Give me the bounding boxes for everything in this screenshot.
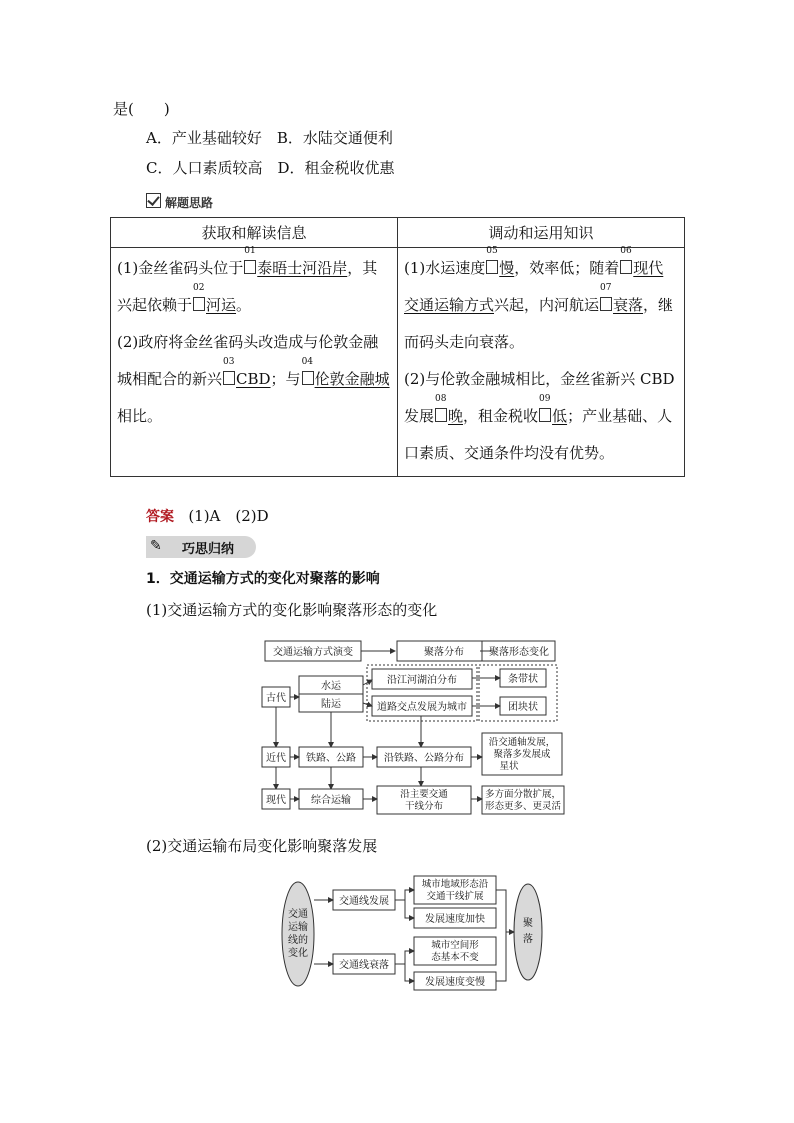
d1-along-river: 沿江河湖泊分布 — [387, 675, 457, 686]
blank-box-icon — [301, 357, 314, 385]
d2-r2: 发展速度加快 — [425, 914, 485, 925]
text-segment: 兴起，内河航运 — [494, 296, 600, 314]
table-cell-right — [398, 248, 685, 477]
d1-land: 陆运 — [321, 699, 341, 710]
d2-left-2: 运输 — [288, 922, 308, 933]
text-segment: ；产业基础、人口素质、交通条件均没有优势。 — [404, 407, 673, 462]
text-segment: ，租金税收 — [463, 407, 539, 425]
d1-trunk-2: 干线分布 — [404, 801, 444, 812]
blank-box-icon — [223, 357, 235, 385]
blank-box-icon — [539, 394, 551, 422]
d1-header-3: 聚落形态变化 — [489, 647, 549, 658]
answer-segment: 泰晤士河沿岸 — [257, 259, 348, 277]
answer-line — [146, 506, 269, 527]
thinking-header-label: 解题思路 — [165, 196, 214, 210]
d2-r3-2: 态基本不变 — [431, 952, 479, 963]
d1-star-2: 聚落多发展成 — [493, 749, 551, 760]
answer-segment: 现代交通运输方式 — [404, 259, 664, 314]
blank-number: 05 — [486, 246, 498, 256]
blank-number: 09 — [539, 394, 551, 404]
text-segment: (1)金丝雀码头位于 — [117, 259, 244, 277]
info-table — [110, 217, 685, 477]
d1-modern: 现代 — [266, 795, 286, 806]
d1-rail-road: 铁路、公路 — [306, 753, 356, 764]
table-cell-left — [111, 248, 398, 477]
thinking-header — [146, 192, 213, 211]
d1-star-3: 星状 — [499, 761, 519, 772]
d2-left-4: 变化 — [288, 948, 308, 959]
question-stem: 是( ) — [113, 100, 170, 118]
checkbox-icon — [146, 193, 161, 208]
diagram-settlement-development — [280, 870, 545, 992]
answer-segment: 低 — [552, 407, 568, 425]
answer-text: (1)A (2)D — [188, 507, 269, 525]
d1-header-2: 聚落分布 — [424, 647, 464, 658]
d1-along-rail: 沿铁路、公路分布 — [384, 753, 464, 764]
blank-number: 08 — [435, 394, 447, 404]
sub-2-title: (2)交通运输布局变化影响聚落发展 — [146, 837, 378, 855]
d1-road-node: 道路交点发展为城市 — [377, 702, 467, 713]
d2-r3-1: 城市空间形 — [431, 940, 479, 951]
table-header-col2: 调动和运用知识 — [398, 218, 685, 248]
d1-header-1: 交通运输方式演变 — [273, 647, 353, 658]
text-segment: (2)政府将金丝雀码头改造成与伦敦金融城相配合的新兴 — [117, 333, 379, 388]
answer-label: 答案 — [146, 509, 174, 525]
blank-number: 04 — [301, 357, 314, 367]
d2-left-3: 线的 — [288, 935, 308, 946]
d1-integrated: 综合运输 — [311, 795, 351, 806]
d2-r4: 发展速度变慢 — [425, 977, 485, 988]
summary-badge-label: 巧思归纳 — [182, 542, 235, 557]
answer-segment: 衰落 — [613, 296, 644, 314]
text-segment: (1)水运速度 — [404, 259, 486, 277]
text-segment: ，效率低；随着 — [514, 259, 620, 277]
table-header-col1: 获取和解读信息 — [111, 218, 398, 248]
blank-box-icon — [600, 283, 612, 311]
left-oval — [282, 882, 314, 986]
d2-develop: 交通线发展 — [339, 896, 389, 907]
blank-number: 06 — [620, 246, 632, 256]
summary-badge — [146, 536, 256, 558]
text-segment: ；与 — [270, 370, 301, 388]
blank-number: 03 — [223, 357, 235, 367]
pen-icon: ✎ — [150, 538, 162, 554]
d1-near-modern: 近代 — [266, 753, 286, 764]
text-segment: 。 — [236, 296, 252, 314]
left-cell-text — [111, 248, 397, 439]
d2-decline: 交通线衰落 — [339, 960, 389, 971]
d2-right-2: 落 — [523, 934, 533, 945]
d1-ancient: 古代 — [266, 693, 286, 704]
d1-multi-1: 多方面分散扩展， — [484, 789, 562, 800]
blank-box-icon — [193, 283, 205, 311]
answer-segment: 慢 — [499, 259, 515, 277]
answer-segment: CBD — [236, 370, 271, 388]
text-segment: ，其兴起依赖于 — [117, 259, 378, 314]
options-line-2: C．人口素质较高 D．租金税收优惠 — [146, 159, 395, 177]
d2-right-1: 聚 — [523, 918, 533, 929]
d1-trunk-1: 沿主要交通 — [400, 789, 448, 800]
blank-number: 07 — [600, 283, 612, 293]
d2-r1-2: 交通干线扩展 — [426, 891, 484, 902]
d1-cluster: 团块状 — [508, 702, 538, 713]
d1-star-1: 沿交通轴发展， — [488, 737, 556, 748]
right-cell-text — [398, 248, 684, 476]
d1-water: 水运 — [321, 681, 341, 692]
diagram-settlement-form — [255, 636, 570, 818]
answer-segment: 伦敦金融城 — [314, 370, 390, 388]
d2-r1-1: 城市地域形态沿 — [421, 879, 489, 890]
d1-multi-2: 形态更多、更灵活 — [484, 801, 562, 812]
blank-box-icon — [244, 246, 256, 274]
blank-number: 02 — [193, 283, 205, 293]
section-1-title: 1．交通运输方式的变化对聚落的影响 — [146, 571, 380, 587]
blank-box-icon — [620, 246, 632, 274]
text-segment: 相比。 — [117, 407, 163, 425]
answer-segment: 晚 — [448, 407, 464, 425]
right-oval — [514, 884, 542, 980]
blank-box-icon — [486, 246, 498, 274]
text-segment: ，继而码头走向衰落。 — [404, 296, 674, 351]
options-line-1: A．产业基础较好 B．水陆交通便利 — [146, 129, 393, 147]
text-segment: (2)与伦敦金融城相比，金丝雀新兴 CBD 发展 — [404, 370, 675, 425]
blank-box-icon — [435, 394, 447, 422]
blank-number: 01 — [244, 246, 256, 256]
d1-strip: 条带状 — [508, 674, 538, 685]
sub-1-title: (1)交通运输方式的变化影响聚落形态的变化 — [146, 601, 438, 619]
answer-segment: 河运 — [206, 296, 237, 314]
d2-left-1: 交通 — [288, 909, 308, 920]
